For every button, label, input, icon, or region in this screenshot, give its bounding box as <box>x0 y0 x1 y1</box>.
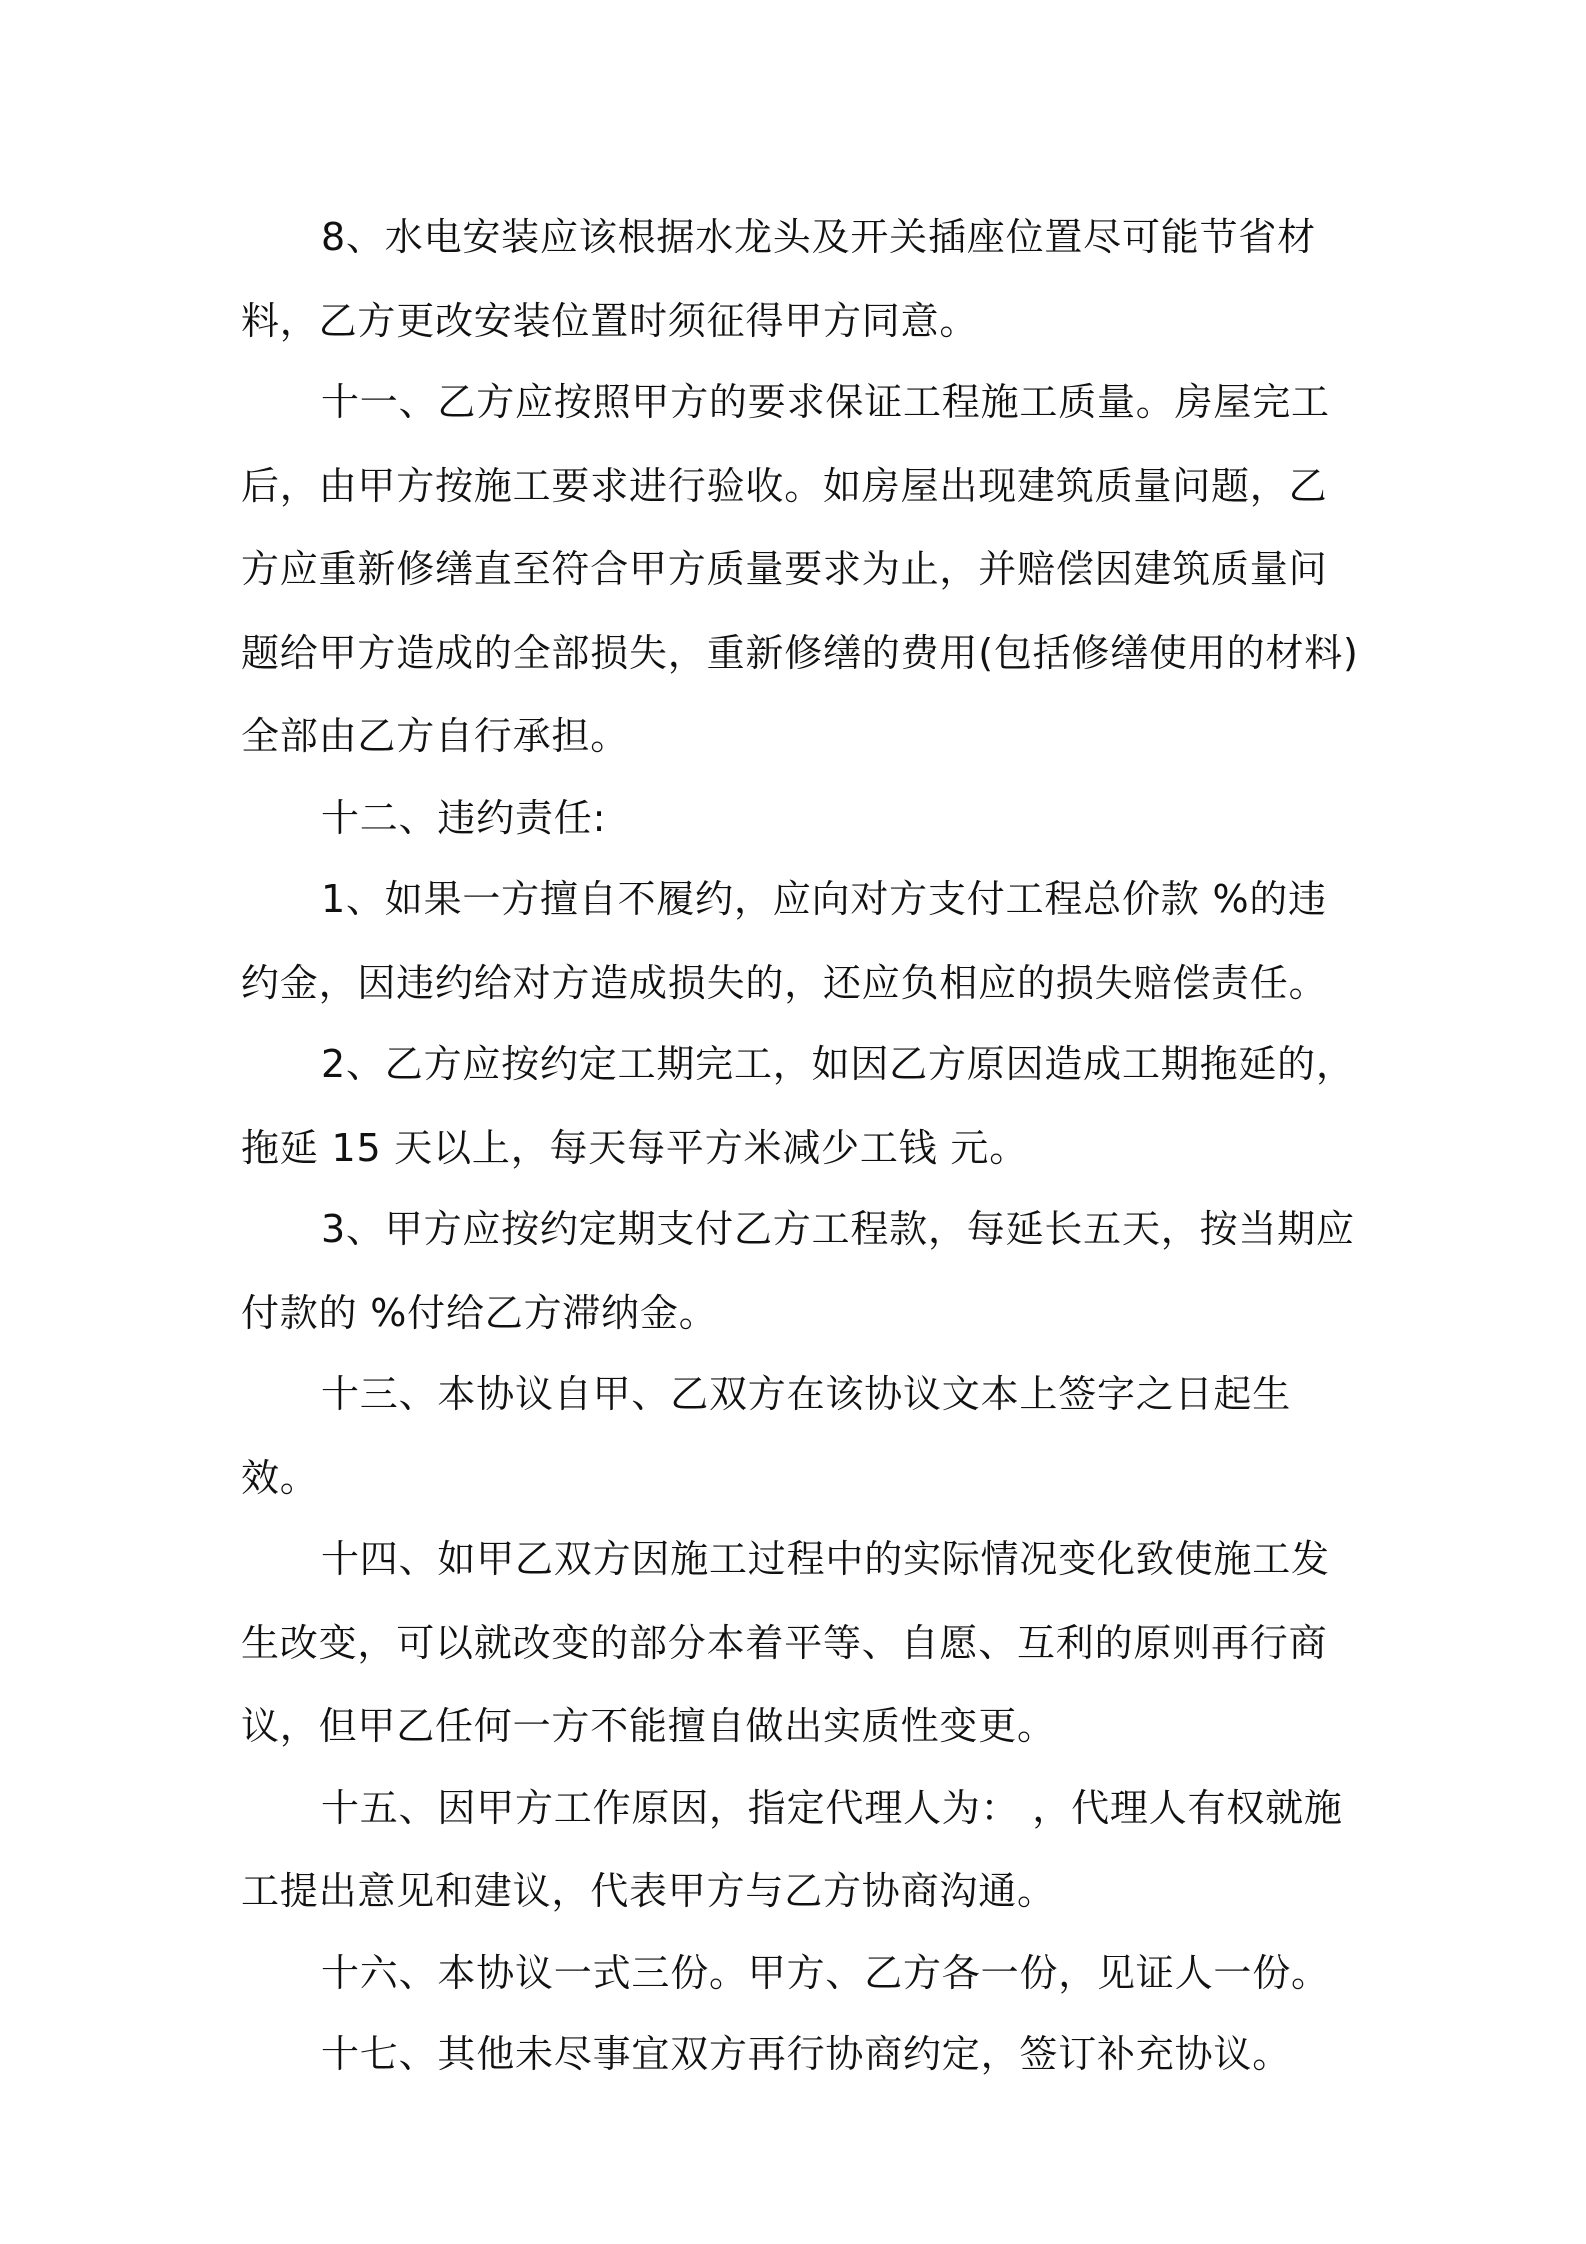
clause-12-breach-heading: 十二、违约责任: <box>321 795 607 840</box>
clause-15-agent: 十五、因甲方工作原因，指定代理人为： ，代理人有权就施工提出意见和建议，代表甲方与乙方协商沟通。 <box>241 1785 1343 1913</box>
clause-8-water-electric: 8、水电安装应该根据水龙头及开关插座位置尽可能节省材料，乙方更改安装位置时须征得甲方同意。 <box>241 215 1316 343</box>
clause-17-other-matters: 十七、其他未尽事宜双方再行协商约定，签订补充协议。 <box>321 2032 1292 2076</box>
clause-14-changes: 十四、如甲乙双方因施工过程中的实际情况变化致使施工发生改变，可以就改变的部分本着平等、自愿、互利的原则再行商议，但甲乙任何一方不能擅自做出实质性变更。 <box>241 1537 1330 1748</box>
clause-12-1-penalty: 1、如果一方擅自不履约，应向对方支付工程总价款 %的违约金，因违约给对方造成损失的，还应负相应的损失赔偿责任。 <box>241 877 1328 1005</box>
clause-11-quality: 十一、乙方应按照甲方的要求保证工程施工质量。房屋完工后，由甲方按施工要求进行验收。如房屋出现建筑质量问题，乙方应重新修缮直至符合甲方质量要求为止，并赔偿因建筑质量问题给甲方造成的全部损失，重新修缮的费用(包括修缮使用的材料)全部由乙方自行承担。 <box>241 380 1359 758</box>
clause-12-2-delay: 2、乙方应按约定工期完工，如因乙方原因造成工期拖延的，拖延 15 天以上，每天每平方米减少工钱 元。 <box>241 1042 1355 1170</box>
clause-13-effective: 十三、本协议自甲、乙双方在该协议文本上签字之日起生效。 <box>241 1372 1292 1500</box>
clause-16-copies: 十六、本协议一式三份。甲方、乙方各一份，见证人一份。 <box>321 1950 1330 1995</box>
document-body <box>241 196 1361 2095</box>
clause-12-3-late-payment: 3、甲方应按约定期支付乙方工程款，每延长五天，按当期应付款的 %付给乙方滞纳金。 <box>241 1207 1355 1335</box>
